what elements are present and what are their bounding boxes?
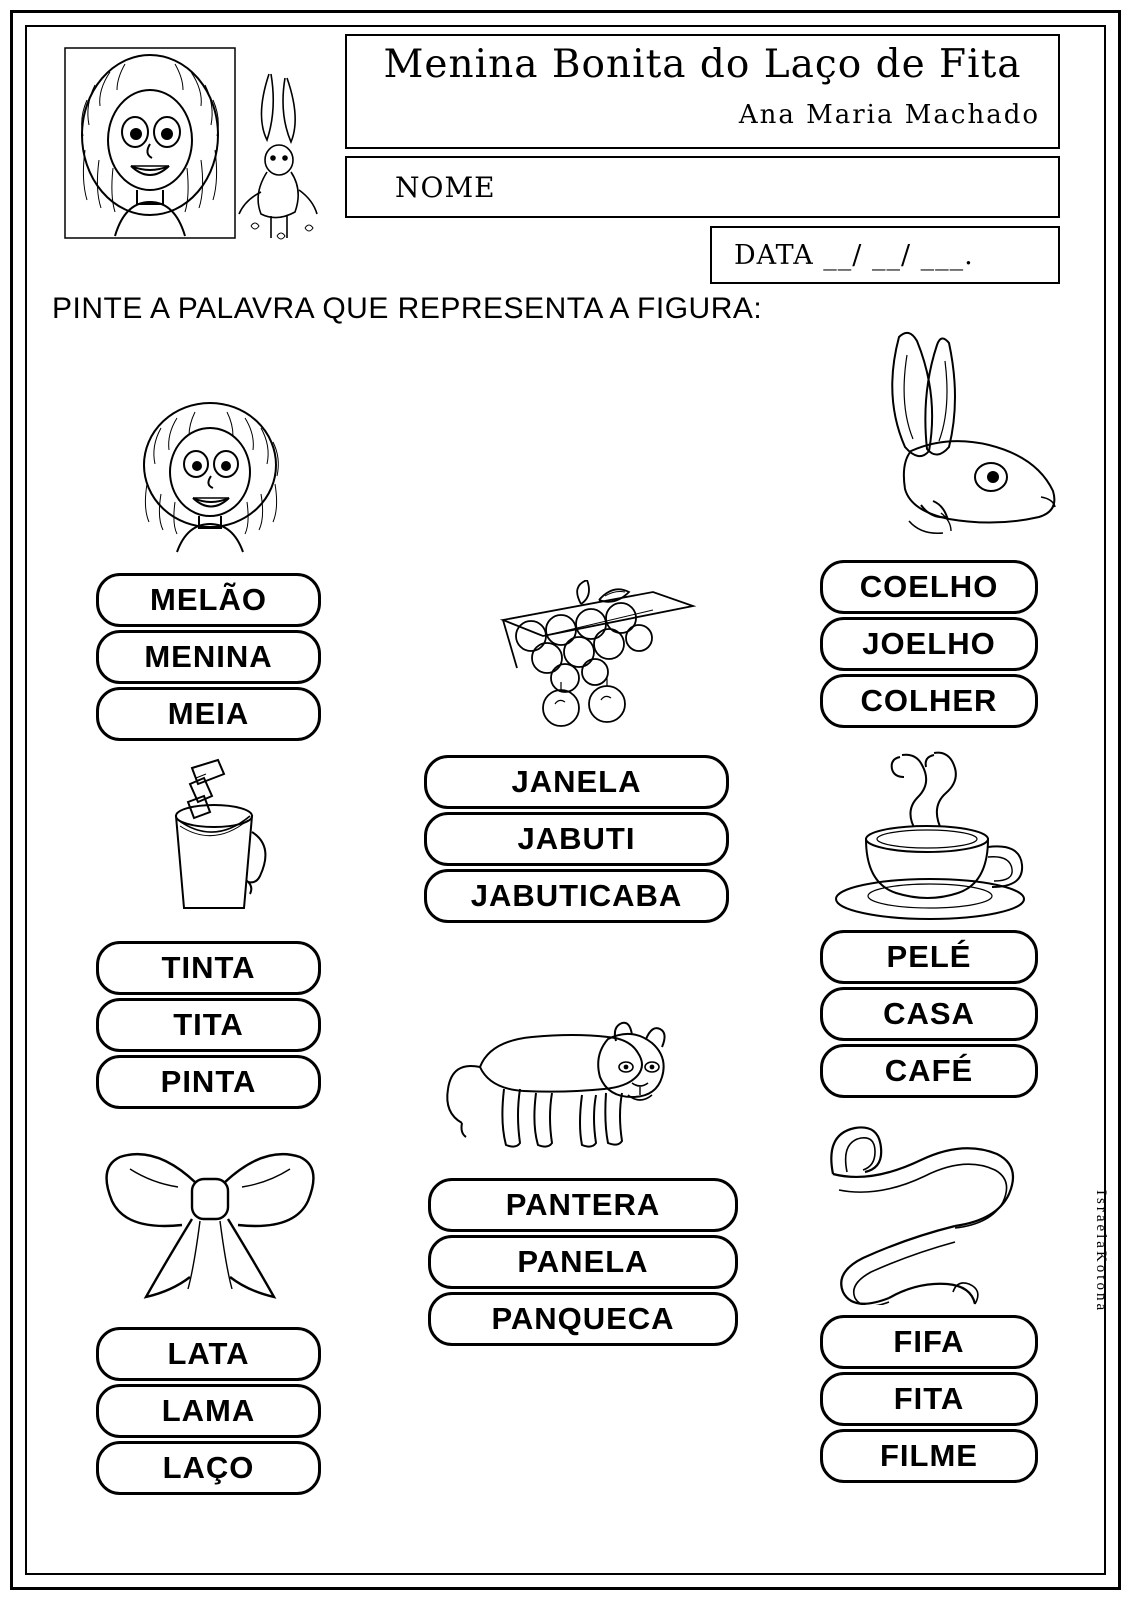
ribbon-strip-illustration [815,1110,1045,1305]
option-pill[interactable]: MENINA [96,630,321,684]
author-name: Ana Maria Machado [738,100,1040,130]
ribbon-bow-illustration [100,1125,320,1315]
option-pill[interactable]: LAMA [96,1384,321,1438]
option-pill[interactable]: TINTA [96,941,321,995]
option-pill[interactable]: JANELA [424,755,729,809]
date-label: DATA __/ __/ ___. [734,240,974,271]
option-pill[interactable]: JABUTICABA [424,869,729,923]
option-pill[interactable]: FITA [820,1372,1038,1426]
option-pill[interactable]: JABUTI [424,812,729,866]
watermark-text: IsraelaKotona [1093,1190,1109,1314]
option-pill[interactable]: PANELA [428,1235,738,1289]
option-pill[interactable]: PINTA [96,1055,321,1109]
option-pill[interactable]: MEIA [96,687,321,741]
worksheet-header [45,30,1085,285]
option-pill[interactable]: COELHO [820,560,1038,614]
option-pill[interactable]: PANTERA [428,1178,738,1232]
option-pill[interactable]: LATA [96,1327,321,1381]
girl-face-illustration [115,390,305,555]
instruction-text: PINTE A PALAVRA QUE REPRESENTA A FIGURA: [52,292,763,325]
date-field-box[interactable] [710,226,1060,284]
option-pill[interactable]: FILME [820,1429,1038,1483]
option-pill[interactable]: CASA [820,987,1038,1041]
panther-illustration [440,995,700,1165]
option-pill[interactable]: TITA [96,998,321,1052]
paint-bucket-brush-illustration [140,758,290,923]
title-box [345,34,1060,149]
option-pill[interactable]: CAFÉ [820,1044,1038,1098]
rabbit-head-illustration [845,325,1065,555]
option-pill[interactable]: LAÇO [96,1441,321,1495]
option-pill[interactable]: FIFA [820,1315,1038,1369]
option-pill[interactable]: PANQUECA [428,1292,738,1346]
grapes-fruit-branch-illustration [495,580,705,740]
girl-with-fairy-illustration [55,40,340,245]
name-label: NOME [395,171,496,204]
option-pill[interactable]: PELÉ [820,930,1038,984]
coffee-cup-illustration [830,735,1045,925]
option-pill[interactable]: COLHER [820,674,1038,728]
option-pill[interactable]: JOELHO [820,617,1038,671]
page-title: Menina Bonita do Laço de Fita [383,42,1022,87]
name-field-box[interactable] [345,156,1060,218]
option-pill[interactable]: MELÃO [96,573,321,627]
